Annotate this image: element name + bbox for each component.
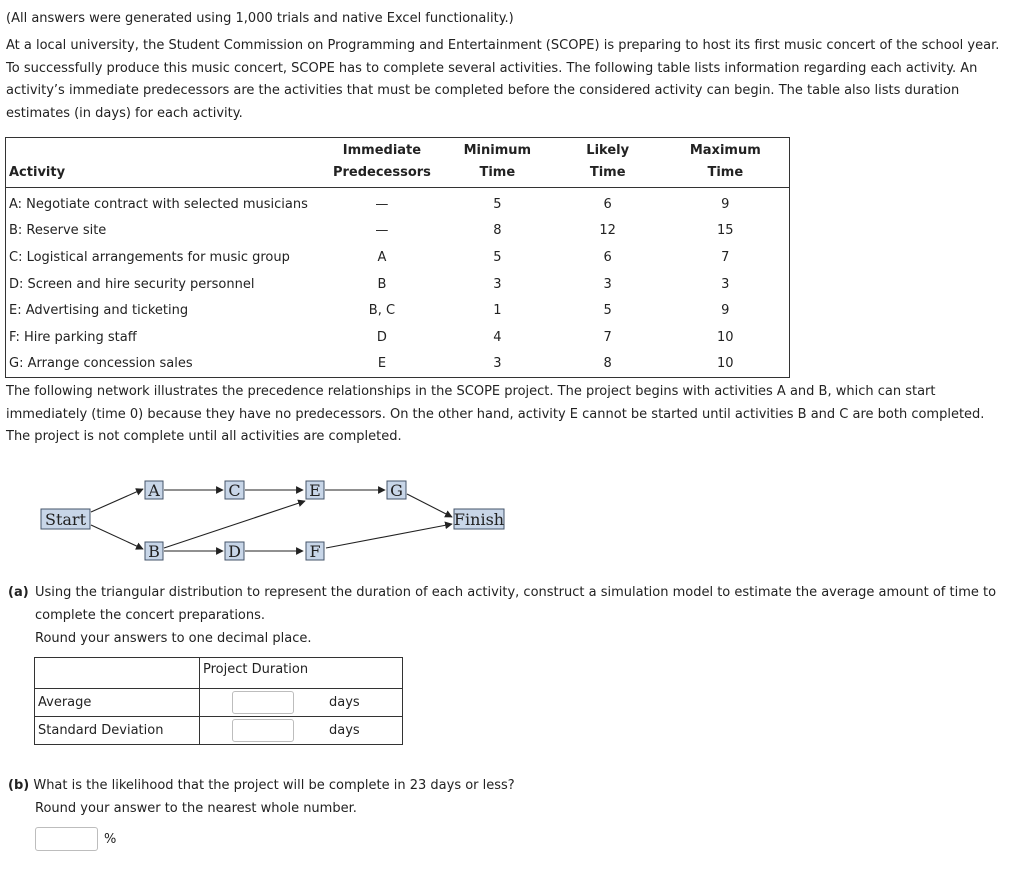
edge-start-b bbox=[91, 525, 143, 549]
maximum-cell: 7 bbox=[721, 249, 730, 265]
svg-text:Start: Start bbox=[44, 510, 87, 529]
svg-text:C: C bbox=[228, 481, 241, 500]
node-e bbox=[306, 481, 324, 500]
maximum-cell: 15 bbox=[717, 223, 734, 239]
node-b bbox=[145, 542, 163, 561]
table-row bbox=[6, 271, 790, 298]
table-row bbox=[6, 218, 790, 245]
percent-unit: % bbox=[104, 832, 117, 847]
likely-cell: 6 bbox=[603, 196, 612, 212]
maximum-cell: 9 bbox=[721, 196, 730, 212]
likelihood-input[interactable] bbox=[35, 827, 98, 851]
predecessors-cell: D bbox=[376, 329, 387, 345]
svg-text:G: G bbox=[390, 481, 403, 500]
activity-cell: C: Logistical arrangements for music group bbox=[9, 249, 290, 265]
intro-paragraph: At a local university, the Student Commission on Programming and Entertainment (SCOPE) is preparing to host its first music concert of the school year. To successfully produce this music concert, SCOPE has to complete several activities. The following table lists information regarding each activity. An activity’s immediate predecessors are the activities that must be completed before the considered activity can begin. The table also lists duration estimates (in days) for each activity. bbox=[6, 38, 1000, 121]
table-row bbox=[6, 188, 790, 218]
node-a bbox=[145, 481, 163, 500]
predecessors-cell: — bbox=[375, 223, 389, 239]
minimum-cell: 5 bbox=[493, 196, 502, 212]
activity-cell: E: Advertising and ticketing bbox=[9, 303, 189, 319]
likely-cell: 6 bbox=[603, 249, 612, 265]
edge-start-a bbox=[91, 489, 143, 512]
predecessors-cell: — bbox=[375, 196, 389, 212]
edge-f-finish bbox=[326, 524, 452, 548]
table-header-row bbox=[6, 138, 790, 188]
part-a-text: Using the triangular distribution to represent the duration of each activity, construct a simulation model to estimate the average amount of time to complete the concert preparations. bbox=[35, 585, 997, 623]
std-dev-input-cell bbox=[200, 717, 327, 745]
activity-cell: F: Hire parking staff bbox=[9, 329, 137, 345]
minimum-cell: 3 bbox=[493, 356, 502, 372]
part-a-answer-table bbox=[34, 657, 403, 745]
header-minimum-time: Minimum Time bbox=[441, 138, 554, 188]
node-finish bbox=[454, 509, 504, 529]
activity-table bbox=[5, 137, 790, 378]
part-b-text: What is the likelihood that the project will be complete in 23 days or less? bbox=[33, 778, 515, 793]
maximum-cell: 10 bbox=[717, 329, 734, 345]
node-start bbox=[41, 509, 90, 529]
likely-cell: 7 bbox=[603, 329, 612, 345]
header-maximum-time: Maximum Time bbox=[662, 138, 790, 188]
svg-text:E: E bbox=[309, 481, 321, 500]
table-row bbox=[6, 297, 790, 324]
likely-cell: 8 bbox=[603, 356, 612, 372]
table-row bbox=[6, 351, 790, 378]
activity-cell: G: Arrange concession sales bbox=[9, 356, 193, 372]
header-predecessors: Immediate Predecessors bbox=[323, 138, 441, 188]
average-input[interactable] bbox=[232, 691, 294, 714]
header-likely-time: Likely Time bbox=[554, 138, 662, 188]
likely-cell: 5 bbox=[603, 303, 612, 319]
predecessors-cell: B bbox=[377, 276, 387, 292]
network-paragraph: The following network illustrates the precedence relationships in the SCOPE project. The project begins with activities A and B, which can start immediately (time 0) because they have no predecessors. On the other hand, activity E cannot be started until activities B and C are both completed. The project is not complete until all activities are completed. bbox=[6, 384, 985, 444]
maximum-cell: 9 bbox=[721, 303, 730, 319]
minimum-cell: 5 bbox=[493, 249, 502, 265]
maximum-cell: 3 bbox=[721, 276, 730, 292]
std-dev-input[interactable] bbox=[232, 719, 294, 742]
average-label: Average bbox=[35, 689, 200, 717]
minimum-cell: 4 bbox=[493, 329, 502, 345]
answer-header-blank bbox=[35, 658, 200, 689]
minimum-cell: 3 bbox=[493, 276, 502, 292]
std-dev-label: Standard Deviation bbox=[35, 717, 200, 745]
answer-row-std-dev bbox=[35, 717, 403, 745]
node-f bbox=[306, 542, 324, 561]
std-dev-unit: days bbox=[326, 717, 403, 745]
activity-cell: D: Screen and hire security personnel bbox=[9, 276, 255, 292]
node-d bbox=[225, 542, 244, 561]
activity-cell: A: Negotiate contract with selected musicians bbox=[9, 196, 308, 212]
predecessors-cell: A bbox=[377, 249, 387, 265]
answer-row-average bbox=[35, 689, 403, 717]
part-b-instruction: Round your answer to the nearest whole number. bbox=[35, 801, 357, 816]
average-input-cell bbox=[200, 689, 327, 717]
header-activity: Activity bbox=[6, 138, 323, 188]
minimum-cell: 1 bbox=[493, 303, 502, 319]
edge-b-e bbox=[164, 501, 305, 548]
part-a-question bbox=[8, 582, 998, 627]
minimum-cell: 8 bbox=[493, 223, 502, 239]
intro-note: (All answers were generated using 1,000 trials and native Excel functionality.) bbox=[6, 11, 514, 26]
project-duration-header: Project Duration bbox=[200, 658, 403, 689]
predecessors-cell: E bbox=[377, 356, 387, 372]
svg-text:Finish: Finish bbox=[453, 510, 505, 529]
average-unit: days bbox=[326, 689, 403, 717]
table-row bbox=[6, 324, 790, 351]
activity-cell: B: Reserve site bbox=[9, 223, 107, 239]
node-g bbox=[387, 481, 406, 500]
svg-text:F: F bbox=[309, 542, 321, 561]
table-row bbox=[6, 244, 790, 271]
part-a-instruction: Round your answers to one decimal place. bbox=[35, 631, 312, 646]
answer-header-row bbox=[35, 658, 403, 689]
part-b-label: (b) bbox=[8, 778, 30, 793]
edge-g-finish bbox=[407, 494, 452, 517]
svg-text:A: A bbox=[148, 481, 160, 500]
svg-text:B: B bbox=[148, 542, 160, 561]
network-diagram bbox=[0, 470, 530, 570]
part-b-question bbox=[8, 775, 515, 798]
part-a-label: (a) bbox=[8, 585, 29, 600]
node-c bbox=[225, 481, 244, 500]
likely-cell: 3 bbox=[603, 276, 612, 292]
predecessors-cell: B, C bbox=[368, 303, 396, 319]
likely-cell: 12 bbox=[599, 223, 616, 239]
maximum-cell: 10 bbox=[717, 356, 734, 372]
svg-text:D: D bbox=[228, 542, 241, 561]
